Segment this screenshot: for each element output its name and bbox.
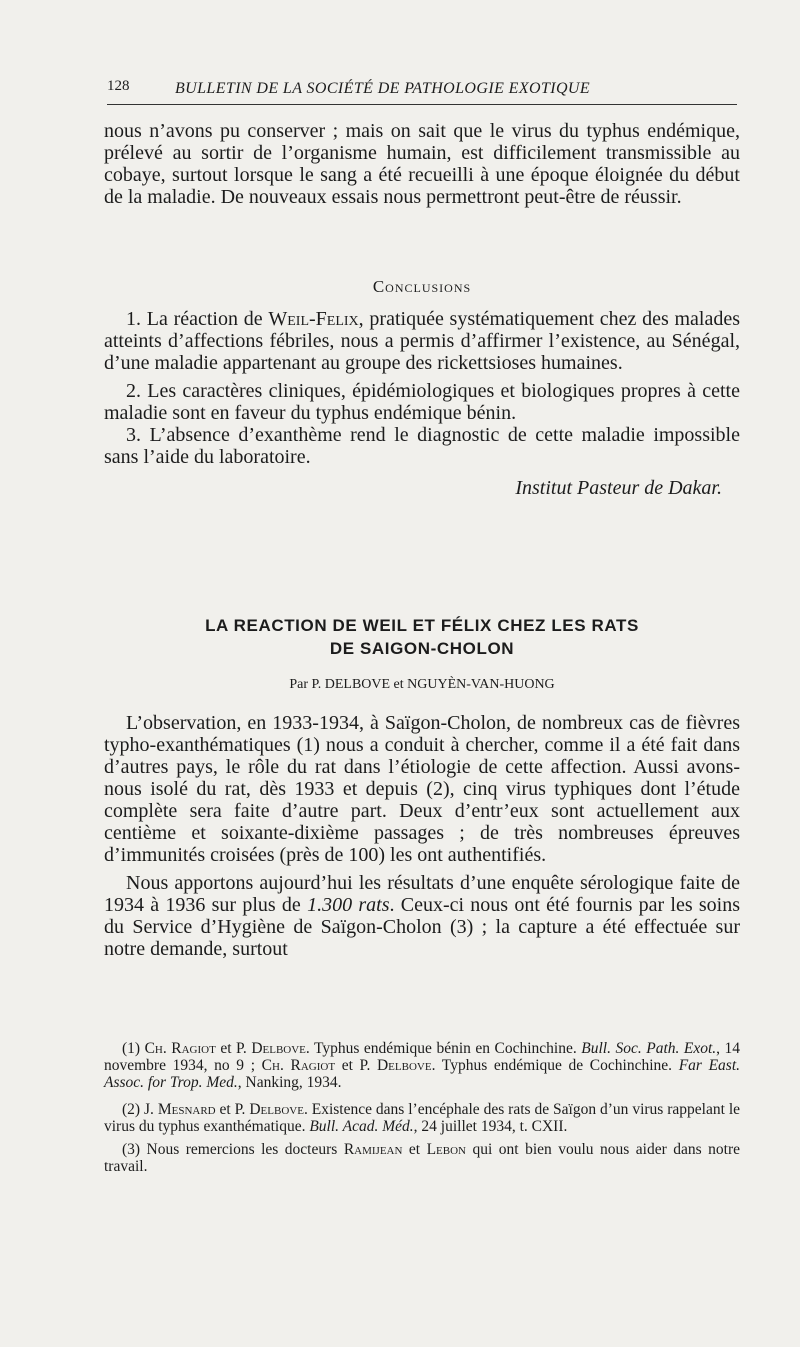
- running-title: BULLETIN DE LA SOCIÉTÉ DE PATHOLOGIE EXOTIQUE: [175, 80, 591, 97]
- intro-block: [104, 120, 740, 208]
- rat-count: 1.300 rats: [307, 894, 390, 916]
- conclusion-item-1: 1. La réaction de Weil-Felix, pratiquée systématiquement chez des malades atteints d’affections fébriles, nous a permis d’affirmer l’existence, au Sénégal, d’une maladie appartenant au groupe des rickettsioses humaines.: [104, 308, 741, 374]
- footnotes: [104, 1040, 740, 1175]
- running-header: [107, 74, 737, 105]
- footnote-2: (2) J. Mesnard et P. Delbove. Existence dans l’encéphale des rats de Saïgon d’un virus rappelant le virus du typhus exanthématique. Bull. Acad. Méd., 24 juillet 1934, t. CXII.: [104, 1101, 741, 1135]
- page-number: 128: [107, 78, 130, 94]
- footnote-1: (1) Ch. Ragiot et P. Delbove. Typhus endémique bénin en Cochinchine. Bull. Soc. Path. Exot., 14 novembre 1934, no 9 ; Ch. Ragiot et P. Delbove. Typhus endémique de Cochinchine. Far East. Assoc. for Trop. Med., Nanking, 1934.: [104, 1040, 741, 1091]
- article-paragraph-1: L’observation, en 1933-1934, à Saïgon-Cholon, de nombreux cas de fièvres typho-exanthématiques (1) nous a conduit à chercher, comme il a été fait dans d’autres pays, le rôle du rat dans l’étiologie de cette affection. Aussi avons-nous isolé du rat, dès 1933 et depuis (2), cinq virus typhiques dont l’étude complète sera faite d’autre part. Deux d’entr’eux sont actuellement aux centième et soixante-dixième passages ; de très nombreuses épreuves d’immunités croisées (près de 100) les ont authentifiés.: [104, 712, 740, 866]
- conclusions-heading: Conclusions: [372, 277, 472, 296]
- article-paragraph-2: Nous apportons aujourd’hui les résultats d’une enquête sérologique faite de 1934 à 1936 sur plus de 1.300 rats. Ceux-ci nous ont été fournis par les soins du Service d’Hygiène de Saïgon-Cholon (3) ; la capture a été effectuée sur notre demande, surtout: [104, 872, 741, 960]
- conclusion-item-3: 3. L’absence d’exanthème rend le diagnostic de cette maladie impossible sans l’aide du laboratoire.: [104, 424, 740, 468]
- footnote-3: (3) Nous remercions les docteurs Ramijean et Lebon qui ont bien voulu nous aider dans notre travail.: [104, 1141, 741, 1175]
- article-title-line-2: DE SAIGON-CHOLON: [329, 639, 515, 658]
- conclusion-item-2: 2. Les caractères cliniques, épidémiologiques et biologiques propres à cette maladie sont en faveur du typhus endémique bénin.: [104, 380, 740, 424]
- conclusions-section: [104, 276, 740, 499]
- institution-signature: Institut Pasteur de Dakar.: [515, 477, 722, 499]
- intro-paragraph: nous n’avons pu conserver ; mais on sait que le virus du typhus endémique, prélevé au sortir de l’organisme humain, est difficilement transmissible au cobaye, surtout lorsque le sang a été recueilli à une époque éloignée du début de la maladie. De nouveaux essais nous permettront peut-être de réussir.: [104, 120, 740, 208]
- article-title-line-1: LA REACTION DE WEIL ET FÉLIX CHEZ LES RATS: [205, 616, 639, 635]
- article-byline: Par P. DELBOVE et NGUYÈN-VAN-HUONG: [289, 677, 555, 692]
- article-section: [104, 614, 740, 960]
- author-name: Weil-Felix: [268, 308, 359, 330]
